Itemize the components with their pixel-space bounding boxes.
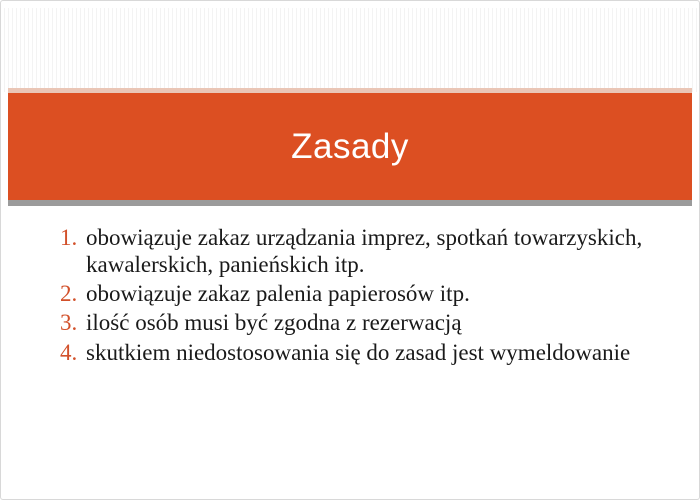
list-item — [60, 280, 666, 307]
list-item-number: 1. — [60, 225, 78, 250]
list-item-text: skutkiem niedostosowania się do zasad jest wymeldowanie — [86, 339, 631, 365]
list-item-text: ilość osób musi być zgodna z rezerwacją — [86, 310, 462, 336]
list-item — [60, 339, 666, 366]
list-item-text: obowiązuje zakaz urządzania imprez, spotkań towarzyskich, kawalerskich, panieńskich itp. — [86, 225, 643, 278]
title-band — [8, 93, 692, 200]
list-item-number: 3. — [60, 310, 78, 336]
slide-body — [8, 206, 692, 492]
slide-top-edge — [0, 0, 700, 8]
slide-title: Zasady — [291, 127, 409, 166]
list-item-number: 4. — [60, 339, 78, 365]
list-item — [60, 309, 666, 336]
list-item-number: 2. — [60, 281, 78, 307]
rules-list — [60, 224, 666, 366]
list-item-text: obowiązuje zakaz palenia papierosów itp. — [86, 281, 470, 307]
slide-background-texture — [0, 0, 700, 92]
list-item — [60, 224, 666, 278]
